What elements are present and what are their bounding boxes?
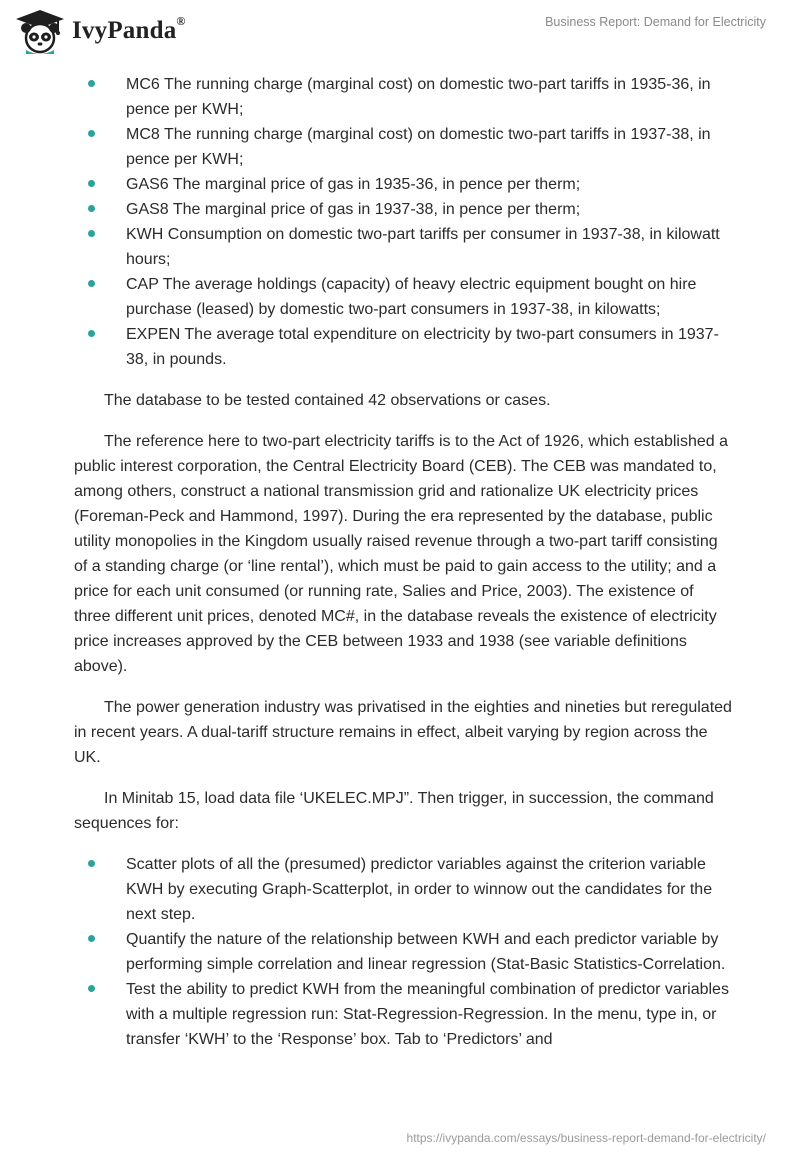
bullet-icon: [88, 205, 95, 212]
list-item: GAS8 The marginal price of gas in 1937-38, in pence per therm;: [74, 197, 734, 222]
brand-name: IvyPanda®: [72, 13, 186, 44]
registered-mark: ®: [176, 13, 186, 28]
list-item: GAS6 The marginal price of gas in 1935-36, in pence per therm;: [74, 172, 734, 197]
bullet-icon: [88, 230, 95, 237]
bullet-icon: [88, 860, 95, 867]
page-header: [0, 0, 800, 64]
paragraph-power-industry: The power generation industry was privatised in the eighties and nineties but reregulated in recent years. A dual-tariff structure remains in effect, albeit varying by region across the UK.: [74, 699, 732, 766]
list-item: KWH Consumption on domestic two-part tariffs per consumer in 1937-38, in kilowatt hours;: [74, 222, 734, 272]
bullet-icon: [88, 330, 95, 337]
list-item: MC6 The running charge (marginal cost) on domestic two-part tariffs in 1935-36, in pence per KWH;: [74, 72, 734, 122]
list-item: CAP The average holdings (capacity) of heavy electric equipment bought on hire purchase (leased) by domestic two-part consumers in 1937-38, in kilowatts;: [74, 272, 734, 322]
document-title: Business Report: Demand for Electricity: [545, 15, 766, 29]
list-item: EXPEN The average total expenditure on electricity by two-part consumers in 1937-38, in pounds.: [74, 322, 734, 372]
list-item: Quantify the nature of the relationship between KWH and each predictor variable by performing simple correlation and linear regression (Stat-Basic Statistics-Correlation.: [74, 927, 734, 977]
command-steps-list: [74, 852, 734, 1052]
list-item: MC8 The running charge (marginal cost) on domestic two-part tariffs in 1937-38, in pence per KWH;: [74, 122, 734, 172]
document-body: [74, 72, 734, 1052]
paragraph-minitab: In Minitab 15, load data file ‘UKELEC.MPJ”. Then trigger, in succession, the command sequences for:: [74, 790, 714, 832]
paragraph-database: The database to be tested contained 42 observations or cases.: [104, 392, 551, 409]
bullet-icon: [88, 985, 95, 992]
source-url-link[interactable]: https://ivypanda.com/essays/business-report-demand-for-electricity/: [406, 1131, 766, 1145]
brand-logo[interactable]: [14, 8, 186, 54]
list-item: Test the ability to predict KWH from the meaningful combination of predictor variables with a multiple regression run: Stat-Regression-Regression. In the menu, type in, or transfer ‘KWH’ to the ‘Response’ box. Tab to ‘Predictors’ and: [74, 977, 734, 1052]
bullet-icon: [88, 180, 95, 187]
panda-graduate-icon: [14, 8, 66, 54]
bullet-icon: [88, 80, 95, 87]
bullet-icon: [88, 280, 95, 287]
bullet-icon: [88, 935, 95, 942]
bullet-icon: [88, 130, 95, 137]
variable-definitions-list: [74, 72, 734, 372]
list-item: Scatter plots of all the (presumed) predictor variables against the criterion variable KWH by executing Graph-Scatterplot, in order to winnow out the candidates for the next step.: [74, 852, 734, 927]
paragraph-reference: The reference here to two-part electricity tariffs is to the Act of 1926, which established a public interest corporation, the Central Electricity Board (CEB). The CEB was mandated to, among others, construct a national transmission grid and rationalize UK electricity prices (Foreman-Peck and Hammond, 1997). During the era represented by the database, public utility monopolies in the Kingdom usually raised revenue through a two-part tariff consisting of a standing charge (or ‘line rental’), which must be paid to gain access to the utility; and a price for each unit consumed (or running rate, Salies and Price, 2003). The existence of three different unit prices, denoted MC#, in the database reveals the existence of electricity price increases approved by the CEB between 1933 and 1938 (see variable definitions above).: [74, 433, 729, 675]
